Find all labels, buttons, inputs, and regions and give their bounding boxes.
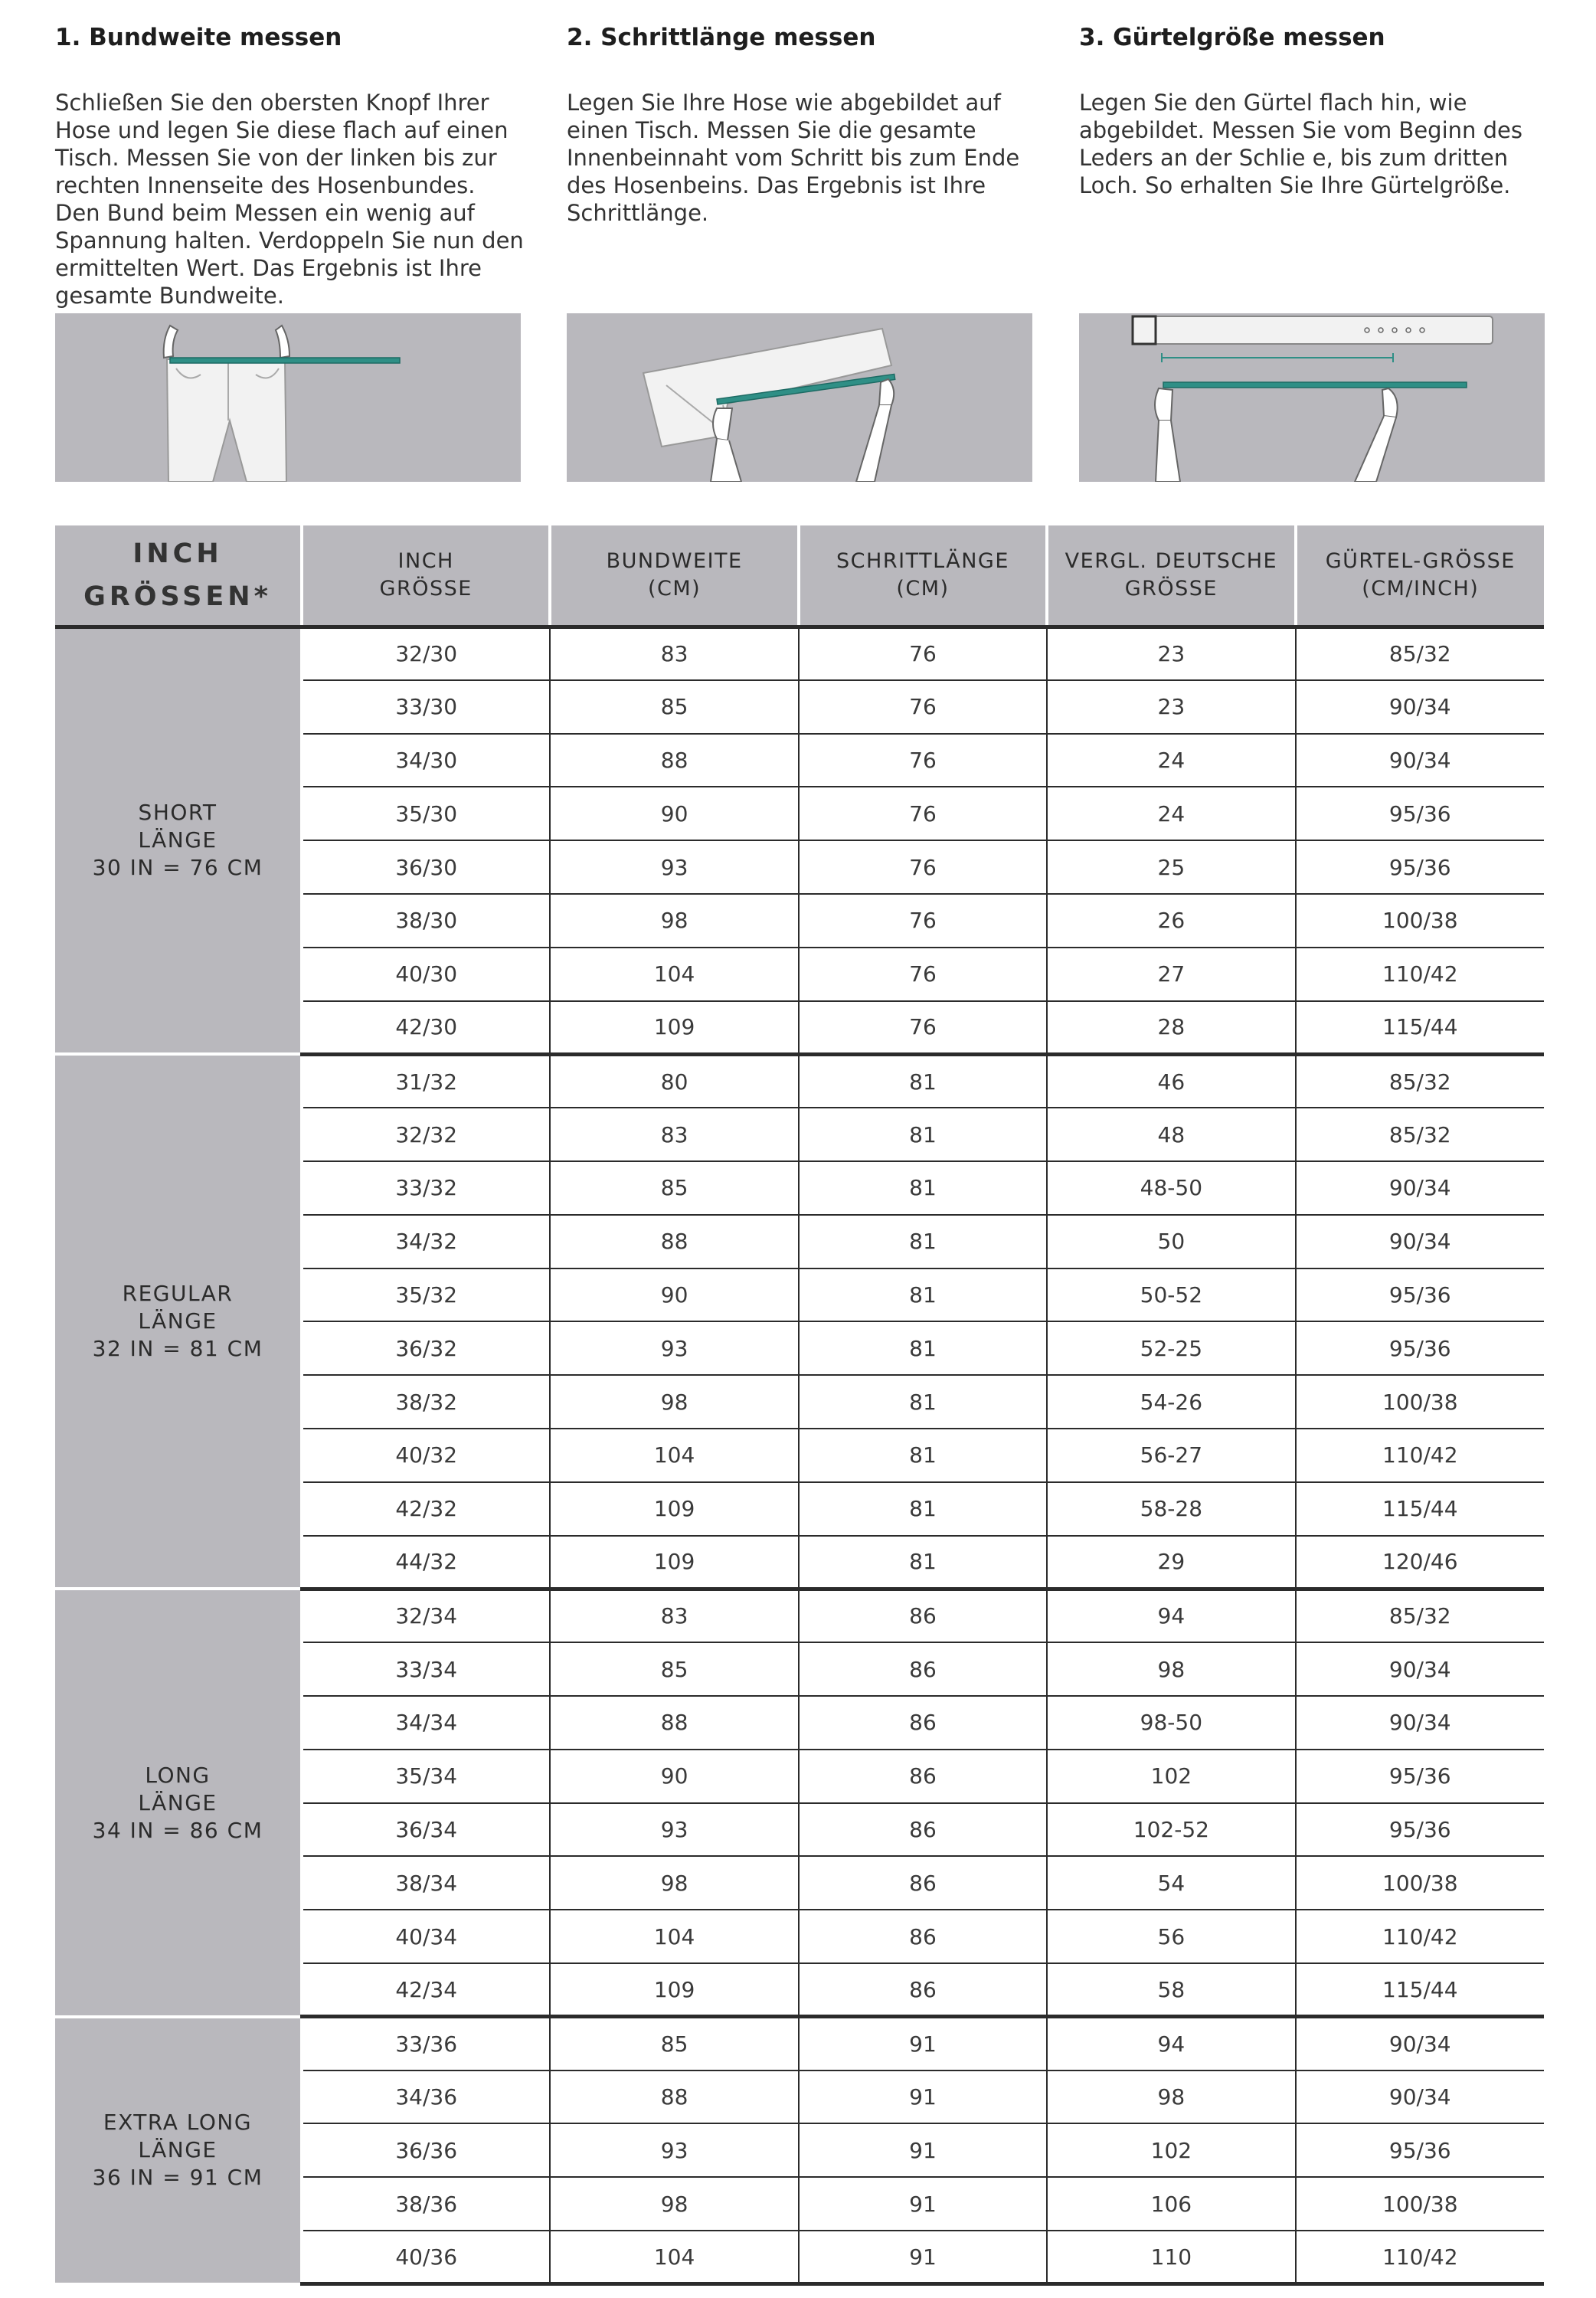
table-cell: 38/32 — [302, 1375, 550, 1429]
table-cell: 86 — [799, 1963, 1047, 2017]
table-cell: 90/34 — [1296, 1642, 1544, 1696]
length-group-label: SHORT LÄNGE 30 IN = 76 CM — [55, 627, 302, 1054]
table-cell: 86 — [799, 1750, 1047, 1803]
column-header-belt-size: GÜRTEL-GRÖSSE (CM/INCH) — [1296, 525, 1544, 627]
table-row — [55, 1054, 1544, 1108]
table-cell: 90/34 — [1296, 2070, 1544, 2124]
table-cell: 48 — [1047, 1108, 1295, 1161]
table-cell: 54 — [1047, 1856, 1295, 1910]
table-cell: 90/34 — [1296, 734, 1544, 787]
table-cell: 81 — [799, 1482, 1047, 1536]
table-cell: 36/32 — [302, 1321, 550, 1375]
length-group-label: REGULAR LÄNGE 32 IN = 81 CM — [55, 1054, 302, 1589]
table-cell: 81 — [799, 1268, 1047, 1322]
table-cell: 95/36 — [1296, 1268, 1544, 1322]
table-cell: 76 — [799, 948, 1047, 1001]
table-cell: 34/34 — [302, 1696, 550, 1750]
table-cell: 76 — [799, 1001, 1047, 1055]
table-cell: 42/32 — [302, 1482, 550, 1536]
table-cell: 85 — [550, 680, 798, 734]
table-cell: 81 — [799, 1161, 1047, 1215]
table-cell: 94 — [1047, 1589, 1295, 1642]
instruction-waist — [55, 20, 524, 309]
table-cell: 33/32 — [302, 1161, 550, 1215]
instruction-text: Schließen Sie den obersten Knopf Ihrer Hose und legen Sie diese flach auf einen Tisch. Messen Sie von der linken bis zur rechten Innenseite des Hosenbundes. Den Bund beim Messen ein wenig auf Spannung halten. Verdoppeln Sie nun den ermittelten Wert. Das Ergebnis ist Ihre gesamte Bundweite. — [55, 90, 524, 309]
table-cell: 86 — [799, 1589, 1047, 1642]
column-header-waist: BUNDWEITE (CM) — [550, 525, 798, 627]
instruction-belt — [1079, 20, 1548, 199]
table-cell: 109 — [550, 1482, 798, 1536]
table-cell: 81 — [799, 1375, 1047, 1429]
table-cell: 38/36 — [302, 2177, 550, 2231]
table-cell: 46 — [1047, 1054, 1295, 1108]
table-cell: 90/34 — [1296, 1696, 1544, 1750]
table-cell: 76 — [799, 734, 1047, 787]
corner-line-2: GRÖSSEN* — [83, 581, 272, 612]
table-cell: 102 — [1047, 2123, 1295, 2177]
table-cell: 32/30 — [302, 627, 550, 680]
table-cell: 34/36 — [302, 2070, 550, 2124]
table-cell: 26 — [1047, 894, 1295, 948]
table-cell: 100/38 — [1296, 1856, 1544, 1910]
table-cell: 90/34 — [1296, 1215, 1544, 1268]
table-cell: 90/34 — [1296, 2017, 1544, 2070]
table-cell: 38/34 — [302, 1856, 550, 1910]
table-cell: 90/34 — [1296, 680, 1544, 734]
table-cell: 93 — [550, 1321, 798, 1375]
table-cell: 91 — [799, 2123, 1047, 2177]
table-cell: 104 — [550, 1910, 798, 1963]
corner-line-1: INCH — [132, 538, 223, 569]
table-cell: 115/44 — [1296, 1001, 1544, 1055]
table-cell: 33/30 — [302, 680, 550, 734]
table-cell: 93 — [550, 1803, 798, 1857]
length-group-label: LONG LÄNGE 34 IN = 86 CM — [55, 1589, 302, 2016]
table-cell: 83 — [550, 627, 798, 680]
table-cell: 104 — [550, 2231, 798, 2284]
table-cell: 115/44 — [1296, 1963, 1544, 2017]
table-cell: 40/36 — [302, 2231, 550, 2284]
table-cell: 36/36 — [302, 2123, 550, 2177]
table-cell: 98 — [550, 894, 798, 948]
table-cell: 25 — [1047, 840, 1295, 894]
table-cell: 35/30 — [302, 787, 550, 840]
table-cell: 88 — [550, 734, 798, 787]
table-cell: 85/32 — [1296, 1589, 1544, 1642]
table-cell: 93 — [550, 2123, 798, 2177]
table-cell: 76 — [799, 840, 1047, 894]
table-cell: 98 — [550, 1375, 798, 1429]
table-cell: 95/36 — [1296, 1803, 1544, 1857]
table-row — [55, 627, 1544, 680]
table-cell: 98 — [550, 1856, 798, 1910]
table-cell: 32/32 — [302, 1108, 550, 1161]
table-cell: 32/34 — [302, 1589, 550, 1642]
table-cell: 98 — [550, 2177, 798, 2231]
table-cell: 91 — [799, 2070, 1047, 2124]
table-cell: 80 — [550, 1054, 798, 1108]
instruction-inseam — [567, 20, 1035, 227]
table-cell: 40/32 — [302, 1429, 550, 1482]
table-cell: 110/42 — [1296, 1429, 1544, 1482]
table-cell: 83 — [550, 1589, 798, 1642]
table-cell: 44/32 — [302, 1536, 550, 1589]
table-cell: 35/34 — [302, 1750, 550, 1803]
column-header-german-size: VERGL. DEUTSCHE GRÖSSE — [1047, 525, 1295, 627]
table-cell: 88 — [550, 2070, 798, 2124]
table-cell: 83 — [550, 1108, 798, 1161]
table-cell: 104 — [550, 948, 798, 1001]
table-cell: 90 — [550, 787, 798, 840]
table-cell: 50-52 — [1047, 1268, 1295, 1322]
table-cell: 28 — [1047, 1001, 1295, 1055]
size-chart-table — [55, 525, 1544, 2286]
table-cell: 29 — [1047, 1536, 1295, 1589]
table-cell: 33/34 — [302, 1642, 550, 1696]
table-row — [55, 2017, 1544, 2070]
table-cell: 90/34 — [1296, 1161, 1544, 1215]
table-cell: 56-27 — [1047, 1429, 1295, 1482]
table-cell: 27 — [1047, 948, 1295, 1001]
table-cell: 98 — [1047, 2070, 1295, 2124]
inseam-measure-illustration — [567, 313, 1032, 482]
table-cell: 86 — [799, 1856, 1047, 1910]
table-cell: 109 — [550, 1001, 798, 1055]
table-cell: 91 — [799, 2177, 1047, 2231]
table-cell: 86 — [799, 1910, 1047, 1963]
table-cell: 91 — [799, 2231, 1047, 2284]
table-cell: 54-26 — [1047, 1375, 1295, 1429]
table-cell: 110/42 — [1296, 2231, 1544, 2284]
table-cell: 110/42 — [1296, 1910, 1544, 1963]
table-cell: 50 — [1047, 1215, 1295, 1268]
table-cell: 33/36 — [302, 2017, 550, 2070]
table-cell: 85/32 — [1296, 1054, 1544, 1108]
table-cell: 94 — [1047, 2017, 1295, 2070]
table-cell: 81 — [799, 1054, 1047, 1108]
table-cell: 76 — [799, 680, 1047, 734]
table-cell: 58-28 — [1047, 1482, 1295, 1536]
table-cell: 120/46 — [1296, 1536, 1544, 1589]
table-cell: 81 — [799, 1108, 1047, 1161]
column-header-inseam: SCHRITTLÄNGE (CM) — [799, 525, 1047, 627]
table-cell: 85 — [550, 2017, 798, 2070]
table-cell: 102-52 — [1047, 1803, 1295, 1857]
table-cell: 40/34 — [302, 1910, 550, 1963]
table-cell: 85/32 — [1296, 627, 1544, 680]
table-cell: 85 — [550, 1161, 798, 1215]
table-cell: 88 — [550, 1215, 798, 1268]
table-cell: 81 — [799, 1321, 1047, 1375]
table-cell: 85/32 — [1296, 1108, 1544, 1161]
table-cell: 95/36 — [1296, 787, 1544, 840]
table-cell: 85 — [550, 1642, 798, 1696]
table-cell: 81 — [799, 1429, 1047, 1482]
table-cell: 36/30 — [302, 840, 550, 894]
table-cell: 95/36 — [1296, 2123, 1544, 2177]
instruction-text: Legen Sie Ihre Hose wie abgebildet auf einen Tisch. Messen Sie die gesamte Innenbeinnaht vom Schritt bis zum Ende des Hosenbeins. Das Ergebnis ist Ihre Schrittlänge. — [567, 90, 1020, 226]
table-cell: 56 — [1047, 1910, 1295, 1963]
table-cell: 90 — [550, 1268, 798, 1322]
table-cell: 95/36 — [1296, 840, 1544, 894]
table-cell: 104 — [550, 1429, 798, 1482]
instruction-title: 1. Bundweite messen — [55, 24, 342, 51]
table-cell: 31/32 — [302, 1054, 550, 1108]
table-cell: 23 — [1047, 627, 1295, 680]
table-cell: 100/38 — [1296, 2177, 1544, 2231]
table-cell: 76 — [799, 627, 1047, 680]
corner-header — [55, 525, 302, 627]
table-cell: 98 — [1047, 1642, 1295, 1696]
table-cell: 34/32 — [302, 1215, 550, 1268]
table-cell: 86 — [799, 1696, 1047, 1750]
table-cell: 58 — [1047, 1963, 1295, 2017]
table-cell: 110/42 — [1296, 948, 1544, 1001]
instruction-title: 3. Gürtelgröße messen — [1079, 24, 1385, 51]
instruction-text: Legen Sie den Gürtel flach hin, wie abgebildet. Messen Sie vom Beginn des Leders an der Schlie e, bis zum dritten Loch. So erhalten Sie Ihre Gürtelgröße. — [1079, 90, 1522, 198]
table-cell: 115/44 — [1296, 1482, 1544, 1536]
table-cell: 102 — [1047, 1750, 1295, 1803]
table-cell: 106 — [1047, 2177, 1295, 2231]
instruction-title: 2. Schrittlänge messen — [567, 24, 876, 51]
table-cell: 35/32 — [302, 1268, 550, 1322]
table-cell: 34/30 — [302, 734, 550, 787]
table-cell: 98-50 — [1047, 1696, 1295, 1750]
table-cell: 86 — [799, 1803, 1047, 1857]
belt-measure-illustration — [1079, 313, 1545, 482]
table-cell: 76 — [799, 787, 1047, 840]
table-cell: 76 — [799, 894, 1047, 948]
table-cell: 38/30 — [302, 894, 550, 948]
table-cell: 88 — [550, 1696, 798, 1750]
waist-measure-illustration — [55, 313, 521, 482]
table-cell: 109 — [550, 1963, 798, 2017]
table-cell: 40/30 — [302, 948, 550, 1001]
table-cell: 81 — [799, 1536, 1047, 1589]
table-cell: 86 — [799, 1642, 1047, 1696]
table-cell: 42/34 — [302, 1963, 550, 2017]
table-cell: 90 — [550, 1750, 798, 1803]
table-cell: 95/36 — [1296, 1750, 1544, 1803]
table-cell: 109 — [550, 1536, 798, 1589]
table-cell: 110 — [1047, 2231, 1295, 2284]
table-cell: 81 — [799, 1215, 1047, 1268]
table-cell: 52-25 — [1047, 1321, 1295, 1375]
table-cell: 100/38 — [1296, 894, 1544, 948]
table-cell: 48-50 — [1047, 1161, 1295, 1215]
table-cell: 23 — [1047, 680, 1295, 734]
table-cell: 100/38 — [1296, 1375, 1544, 1429]
table-cell: 42/30 — [302, 1001, 550, 1055]
column-header-inch-size: INCH GRÖSSE — [302, 525, 550, 627]
table-header-row — [55, 525, 1544, 627]
table-cell: 95/36 — [1296, 1321, 1544, 1375]
table-row — [55, 1589, 1544, 1642]
table-cell: 91 — [799, 2017, 1047, 2070]
table-cell: 93 — [550, 840, 798, 894]
table-cell: 36/34 — [302, 1803, 550, 1857]
table-cell: 24 — [1047, 787, 1295, 840]
length-group-label: EXTRA LONG LÄNGE 36 IN = 91 CM — [55, 2017, 302, 2284]
table-cell: 24 — [1047, 734, 1295, 787]
